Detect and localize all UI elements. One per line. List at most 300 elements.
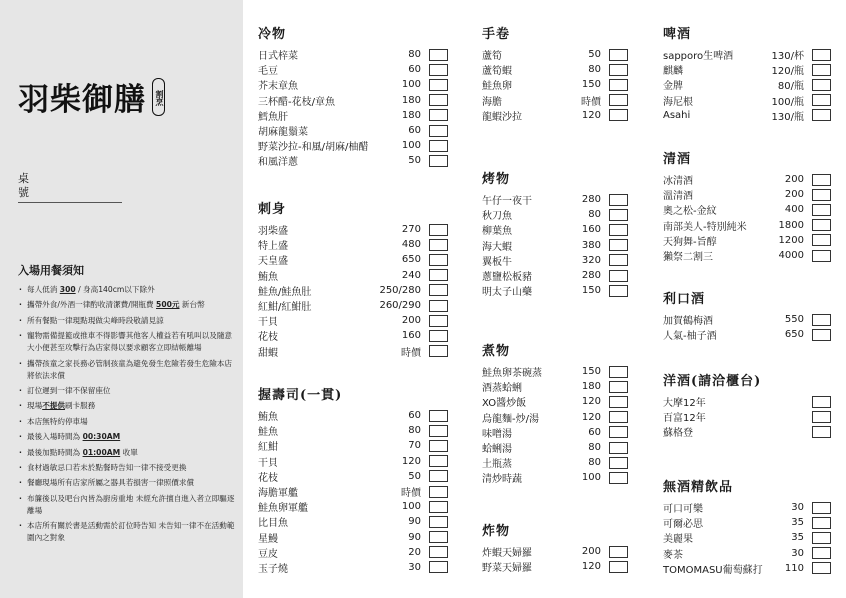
item-price: 550 (784, 314, 804, 326)
item-name: 羽柴盛 (258, 226, 288, 238)
notice-title: 入場用餐須知 (18, 264, 84, 277)
quantity-box[interactable] (812, 49, 831, 61)
notice-text: 現場 (27, 401, 43, 411)
notice-item (18, 284, 236, 296)
item-price: 650 (784, 329, 804, 341)
quantity-box[interactable] (609, 457, 628, 469)
quantity-box[interactable] (812, 426, 831, 438)
section-title: 烤物 (482, 172, 511, 187)
item-name: 百富12年 (663, 413, 706, 425)
quantity-box[interactable] (429, 501, 448, 513)
quantity-box[interactable] (429, 486, 448, 498)
item-price: 180 (581, 381, 601, 393)
item-name: 干貝 (258, 457, 278, 469)
section-nigiri (258, 386, 448, 575)
item-price: 240 (401, 269, 421, 281)
item-name: 人氣-柚子酒 (663, 331, 717, 343)
quantity-box[interactable] (609, 94, 628, 106)
menu-item (663, 561, 831, 576)
item-name: 海膽 (482, 96, 502, 108)
menu-item (258, 237, 448, 252)
item-price: 130/瓶 (771, 111, 804, 123)
menu-item (663, 218, 831, 233)
notice-text: 餐廳現場所有店家所屬之器具若損害一律照價求償 (27, 478, 195, 488)
item-price: 20 (408, 546, 421, 558)
menu-item (663, 47, 831, 62)
section-title: 啤酒 (663, 27, 692, 42)
quantity-box[interactable] (429, 49, 448, 61)
item-name: XO醬炒飯 (482, 398, 527, 410)
menu-item (482, 455, 628, 470)
item-price: 160 (581, 224, 601, 236)
item-price: 80 (588, 209, 601, 221)
item-price: 180 (401, 109, 421, 121)
notice-text: 本店無特約停車場 (27, 416, 88, 426)
item-price: 120/瓶 (771, 66, 804, 78)
menu-item (482, 544, 628, 559)
quantity-box[interactable] (429, 470, 448, 482)
item-price: 320 (581, 254, 601, 266)
menu-item (258, 545, 448, 560)
quantity-box[interactable] (429, 284, 448, 296)
menu-item (663, 187, 831, 202)
notice-item (18, 330, 236, 354)
menu-item (663, 515, 831, 530)
menu-item (663, 202, 831, 217)
item-price: 270 (401, 224, 421, 236)
item-price: 280 (581, 194, 601, 206)
item-price: 100 (401, 501, 421, 513)
quantity-box[interactable] (429, 315, 448, 327)
menu-item (258, 153, 448, 168)
quantity-box[interactable] (609, 285, 628, 297)
item-price: 120 (581, 411, 601, 423)
item-price: 60 (408, 410, 421, 422)
notice-text: 本店所有關於書是活動需於訂位時告知 未告知一律不在活動範圍內之對象 (27, 521, 235, 543)
notice-text: 寵物需備提籃或推車不得影響其他客人權益若有吼叫以及隨意大小便甚至攻擊行為店家得以要求顧客立即結帳離場 (27, 331, 233, 353)
menu-item (258, 530, 448, 545)
quantity-box[interactable] (609, 546, 628, 558)
quantity-box[interactable] (609, 472, 628, 484)
menu-item (663, 500, 831, 515)
menu-item (258, 222, 448, 237)
menu-item (663, 248, 831, 263)
section-title: 煮物 (482, 344, 511, 359)
section-title: 無酒精飲品 (663, 480, 734, 495)
menu-item (482, 410, 628, 425)
item-name: 干貝 (258, 317, 278, 329)
quantity-box[interactable] (609, 366, 628, 378)
notice-text: 布簾後以及吧台內皆為廚房重地 未經允許擅自進入者立即驅逐離場 (27, 493, 235, 515)
menu-item (663, 424, 831, 439)
item-name: 溫清酒 (663, 191, 693, 203)
item-name: 毛豆 (258, 66, 278, 78)
quantity-box[interactable] (609, 239, 628, 251)
menu-item (258, 408, 448, 423)
item-name: 天狗舞-旨醇 (663, 236, 717, 248)
item-name: 蘆筍 (482, 51, 502, 63)
item-name: 可口可樂 (663, 504, 703, 516)
item-name: 土瓶蒸 (482, 459, 512, 471)
menu-item (258, 283, 448, 298)
menu-item (663, 93, 831, 108)
quantity-box[interactable] (609, 411, 628, 423)
item-name: 星鰻 (258, 533, 278, 545)
item-price: 時價 (401, 488, 421, 500)
menu-item (663, 108, 831, 123)
item-price: 100 (401, 140, 421, 152)
quantity-box[interactable] (429, 224, 448, 236)
menu-item (258, 438, 448, 453)
quantity-box[interactable] (429, 269, 448, 281)
item-name: 金牌 (663, 81, 683, 93)
restaurant-logo (18, 74, 165, 119)
item-name: 龍蝦沙拉 (482, 111, 522, 123)
logo-text: 羽柴御膳 (18, 82, 146, 118)
menu-item (663, 233, 831, 248)
menu-item (258, 469, 448, 484)
quantity-box[interactable] (812, 547, 831, 559)
item-name: 酒蒸蛤蜊 (482, 383, 522, 395)
quantity-box[interactable] (812, 396, 831, 408)
quantity-box[interactable] (609, 381, 628, 393)
item-name: 鮭魚卵茶碗蒸 (482, 368, 542, 380)
quantity-box[interactable] (429, 516, 448, 528)
menu-item (663, 546, 831, 561)
quantity-box[interactable] (609, 79, 628, 91)
menu-item (663, 394, 831, 409)
quantity-box[interactable] (609, 109, 628, 121)
quantity-box[interactable] (812, 532, 831, 544)
quantity-box[interactable] (609, 270, 628, 282)
section-non-alcoholic (663, 478, 831, 576)
notice-text: 最後入場時間為 (27, 432, 83, 442)
item-name: 花枝 (258, 332, 278, 344)
item-name: 鮪魚 (258, 412, 278, 424)
item-name: 海尼根 (663, 96, 693, 108)
quantity-box[interactable] (812, 250, 831, 262)
table-number-label: 桌號 (18, 172, 29, 199)
quantity-box[interactable] (429, 410, 448, 422)
quantity-box[interactable] (429, 531, 448, 543)
item-name: 鮭魚卵 (482, 81, 512, 93)
item-price: 150 (581, 79, 601, 91)
item-price: 50 (408, 155, 421, 167)
notice-list (18, 284, 236, 547)
quantity-box[interactable] (609, 442, 628, 454)
menu-item (482, 93, 628, 108)
item-price: 30 (791, 547, 804, 559)
menu-item (258, 138, 448, 153)
item-name: 冰清酒 (663, 176, 693, 188)
quantity-box[interactable] (429, 64, 448, 76)
quantity-box[interactable] (812, 174, 831, 186)
notice-item (18, 520, 236, 544)
item-price: 60 (408, 125, 421, 137)
quantity-box[interactable] (609, 254, 628, 266)
item-name: 美麗果 (663, 534, 693, 546)
item-price: 50 (408, 470, 421, 482)
menu-item (258, 313, 448, 328)
section-liqueur (663, 290, 831, 342)
quantity-box[interactable] (609, 224, 628, 236)
section-sashimi (258, 200, 448, 359)
item-name: 鮭魚卵軍艦 (258, 503, 308, 515)
item-name: 烏龍麵-炒/湯 (482, 413, 539, 425)
quantity-box[interactable] (812, 189, 831, 201)
item-name: 海大蝦 (482, 241, 512, 253)
item-price: 200 (401, 315, 421, 327)
item-price: 200 (784, 189, 804, 201)
section-simmered (482, 342, 628, 486)
section-title: 刺身 (258, 202, 287, 217)
item-name: 豆皮 (258, 548, 278, 560)
item-name: 和風洋蔥 (258, 157, 298, 169)
menu-item (258, 93, 448, 108)
menu-item (663, 77, 831, 92)
table-number-line (18, 202, 122, 203)
menu-item (482, 425, 628, 440)
item-name: Asahi (663, 109, 691, 121)
quantity-box[interactable] (609, 426, 628, 438)
item-price: 120 (581, 561, 601, 573)
quantity-box[interactable] (812, 411, 831, 423)
item-name: sapporo生啤酒 (663, 51, 734, 63)
item-name: 玉子燒 (258, 563, 288, 575)
notice-item (18, 315, 236, 327)
item-name: 紅魽 (258, 442, 278, 454)
notice-item (18, 447, 236, 459)
quantity-box[interactable] (812, 109, 831, 121)
notice-item (18, 400, 236, 412)
item-name: 鮭魚/鮭魚肚 (258, 286, 312, 298)
notice-text: 刷卡服務 (64, 401, 96, 411)
item-name: 日式梓菜 (258, 51, 298, 63)
section-title: 炸物 (482, 524, 511, 539)
quantity-box[interactable] (429, 425, 448, 437)
item-price: 1800 (778, 219, 804, 231)
quantity-box[interactable] (812, 562, 831, 574)
quantity-box[interactable] (812, 219, 831, 231)
item-name: 可爾必思 (663, 519, 703, 531)
item-price: 180 (401, 94, 421, 106)
item-price: 650 (401, 254, 421, 266)
menu-item (482, 364, 628, 379)
menu-item (258, 514, 448, 529)
section-title: 握壽司(一貫) (258, 388, 343, 403)
quantity-box[interactable] (429, 300, 448, 312)
item-name: 明太子山藥 (482, 287, 532, 299)
menu-item (482, 77, 628, 92)
menu-item (482, 394, 628, 409)
quantity-box[interactable] (609, 49, 628, 61)
menu-item (258, 77, 448, 92)
menu-item (258, 268, 448, 283)
quantity-box[interactable] (429, 455, 448, 467)
quantity-box[interactable] (429, 330, 448, 342)
quantity-box[interactable] (609, 396, 628, 408)
item-name: 午仔一夜干 (482, 196, 532, 208)
item-price: 60 (408, 64, 421, 76)
menu-item (663, 62, 831, 77)
notice-item (18, 431, 236, 443)
menu-item (258, 560, 448, 575)
item-price: 100/瓶 (771, 96, 804, 108)
notice-highlight: 01:00AM (82, 447, 121, 457)
item-price: 200 (784, 174, 804, 186)
menu-item (258, 328, 448, 343)
quantity-box[interactable] (429, 79, 448, 91)
menu-item (258, 499, 448, 514)
item-name: 清炒時蔬 (482, 474, 522, 486)
notice-text: 食材過敏忌口若未於點餐時告知一律不接受更換 (27, 462, 187, 472)
item-price: 100 (401, 79, 421, 91)
item-price: 80/瓶 (777, 81, 804, 93)
quantity-box[interactable] (609, 209, 628, 221)
section-hand-roll (482, 25, 628, 123)
quantity-box[interactable] (812, 329, 831, 341)
quantity-box[interactable] (429, 94, 448, 106)
item-name: 大摩12年 (663, 398, 706, 410)
notice-item (18, 416, 236, 428)
item-name: 蘇格登 (663, 428, 693, 440)
menu-item (258, 47, 448, 62)
menu-item (482, 207, 628, 222)
quantity-box[interactable] (429, 239, 448, 251)
item-price: 260/290 (379, 300, 421, 312)
quantity-box[interactable] (609, 561, 628, 573)
item-price: 110 (784, 562, 804, 574)
menu-item (482, 47, 628, 62)
notice-item (18, 299, 236, 311)
item-price: 120 (401, 455, 421, 467)
quantity-box[interactable] (429, 125, 448, 137)
menu-item (663, 409, 831, 424)
notice-highlight: 00:30AM (82, 432, 121, 442)
item-name: 特上盛 (258, 241, 288, 253)
menu-item (482, 440, 628, 455)
item-name: 野菜沙拉-和風/胡麻/柚醋 (258, 142, 369, 154)
item-price: 150 (581, 366, 601, 378)
item-name: 比目魚 (258, 518, 288, 530)
quantity-box[interactable] (429, 254, 448, 266)
quantity-box[interactable] (609, 194, 628, 206)
item-name: 味噌湯 (482, 428, 512, 440)
menu-item (482, 268, 628, 283)
menu-item (482, 253, 628, 268)
quantity-box[interactable] (812, 314, 831, 326)
quantity-box[interactable] (812, 517, 831, 529)
item-name: 野菜天婦羅 (482, 563, 532, 575)
item-price: 35 (791, 517, 804, 529)
quantity-box[interactable] (429, 140, 448, 152)
menu-item (258, 454, 448, 469)
quantity-box[interactable] (429, 561, 448, 573)
quantity-box[interactable] (812, 502, 831, 514)
quantity-box[interactable] (429, 345, 448, 357)
item-name: 芥末章魚 (258, 81, 298, 93)
item-name: 翼板牛 (482, 256, 512, 268)
quantity-box[interactable] (429, 440, 448, 452)
item-name: 胡麻龍鬚菜 (258, 127, 308, 139)
quantity-box[interactable] (812, 94, 831, 106)
item-price: 380 (581, 239, 601, 251)
item-name: 奧之松-金紋 (663, 206, 717, 218)
notice-text: 最後加點時間為 (27, 447, 83, 457)
notice-item (18, 493, 236, 517)
quantity-box[interactable] (609, 64, 628, 76)
quantity-box[interactable] (429, 109, 448, 121)
notice-highlight: 300 (59, 285, 76, 294)
menu-item (663, 530, 831, 545)
item-price: 80 (408, 49, 421, 61)
item-name: 鱈魚肝 (258, 111, 288, 123)
item-price: 80 (588, 442, 601, 454)
item-price: 400 (784, 204, 804, 216)
quantity-box[interactable] (812, 79, 831, 91)
item-price: 90 (408, 531, 421, 543)
item-name: 南部美人-特別純米 (663, 221, 747, 233)
item-price: 90 (408, 516, 421, 528)
item-name: 海膽軍艦 (258, 488, 298, 500)
notice-item (18, 462, 236, 474)
section-grilled (482, 170, 628, 298)
item-price: 時價 (581, 96, 601, 108)
item-price: 50 (588, 49, 601, 61)
menu-item (258, 62, 448, 77)
item-name: 甜蝦 (258, 347, 278, 359)
quantity-box[interactable] (429, 155, 448, 167)
item-price: 30 (791, 502, 804, 514)
item-name: 麒麟 (663, 66, 683, 78)
item-name: 柳葉魚 (482, 226, 512, 238)
section-western-liquor (663, 372, 831, 440)
menu-item (482, 108, 628, 123)
item-price: 200 (581, 546, 601, 558)
quantity-box[interactable] (812, 204, 831, 216)
item-name: 蛤蜊湯 (482, 444, 512, 456)
item-name: 蔥鹽松板豬 (482, 272, 532, 284)
menu-item (258, 298, 448, 313)
item-price: 30 (408, 561, 421, 573)
sidebar (0, 0, 243, 598)
item-name: 蘆筍蝦 (482, 66, 512, 78)
menu-item (482, 62, 628, 77)
menu-item (482, 559, 628, 574)
section-sake (663, 150, 831, 263)
item-name: 紅魽/紅魽肚 (258, 302, 312, 314)
section-cold-dishes (258, 25, 448, 169)
menu-item (482, 379, 628, 394)
item-name: 炸蝦天婦羅 (482, 548, 532, 560)
quantity-box[interactable] (812, 234, 831, 246)
quantity-box[interactable] (812, 64, 831, 76)
item-name: 秋刀魚 (482, 211, 512, 223)
item-price: 160 (401, 330, 421, 342)
menu-item (482, 283, 628, 298)
item-price: 4000 (778, 250, 804, 262)
item-price: 150 (581, 285, 601, 297)
menu-item (258, 484, 448, 499)
item-name: 花枝 (258, 472, 278, 484)
item-name: 天皇盛 (258, 256, 288, 268)
notice-item (18, 385, 236, 397)
notice-item (18, 477, 236, 489)
notice-text: / 身高140cm以下除外 (75, 285, 155, 294)
quantity-box[interactable] (429, 546, 448, 558)
item-price: 250/280 (379, 284, 421, 296)
item-name: 鮭魚 (258, 427, 278, 439)
